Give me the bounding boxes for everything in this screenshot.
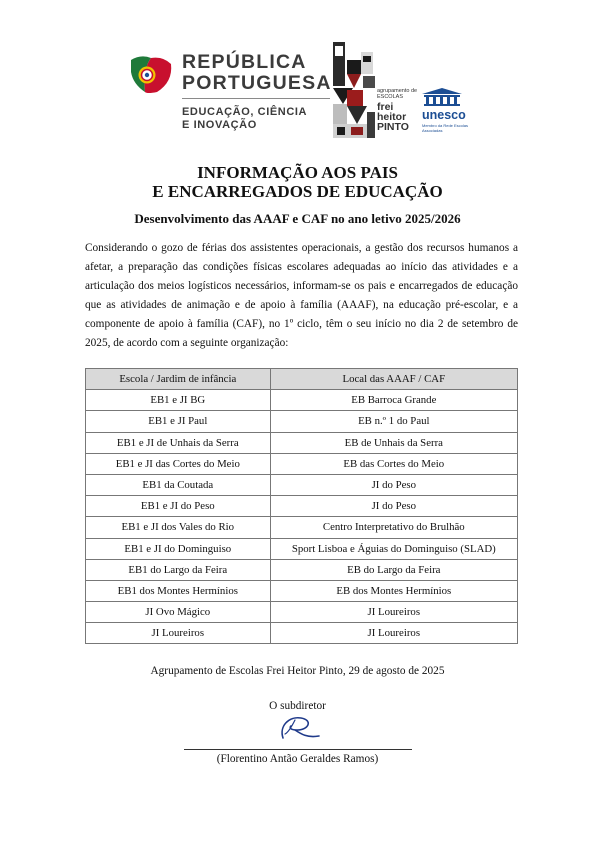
column-header-location: Local das AAAF / CAF <box>270 369 517 390</box>
location-cell: JI do Peso <box>270 474 517 495</box>
ministry-line-1: EDUCAÇÃO, CIÊNCIA <box>182 106 308 118</box>
location-cell: Sport Lisboa e Águias do Dominguiso (SLAD) <box>270 538 517 559</box>
table-row <box>86 538 518 559</box>
schedule-table <box>85 368 518 644</box>
school-cell: EB1 e JI do Dominguiso <box>86 538 271 559</box>
school-cell: EB1 e JI BG <box>86 390 271 411</box>
location-cell: EB das Cortes do Meio <box>270 453 517 474</box>
location-cell: JI do Peso <box>270 496 517 517</box>
location-cell: JI Loureiros <box>270 623 517 644</box>
location-cell: EB dos Montes Hermínios <box>270 580 517 601</box>
signature-line <box>184 749 412 750</box>
table-row <box>86 432 518 453</box>
table-row <box>86 623 518 644</box>
school-cell: EB1 e JI dos Vales do Rio <box>86 517 271 538</box>
document-title-line-1: INFORMAÇÃO AOS PAIS <box>197 163 398 182</box>
school-cell: EB1 da Coutada <box>86 474 271 495</box>
document-title-line-2: E ENCARREGADOS DE EDUCAÇÃO <box>152 182 443 201</box>
table-row <box>86 517 518 538</box>
table-header-row <box>86 369 518 390</box>
location-cell: EB Barroca Grande <box>270 390 517 411</box>
location-cell: EB de Unhais da Serra <box>270 432 517 453</box>
table-row <box>86 411 518 432</box>
table-row <box>86 474 518 495</box>
handwritten-signature <box>275 712 325 744</box>
school-cell: EB1 dos Montes Hermínios <box>86 580 271 601</box>
table-row <box>86 602 518 623</box>
table-row <box>86 496 518 517</box>
school-cell: JI Ovo Mágico <box>86 602 271 623</box>
school-cell: EB1 e JI do Peso <box>86 496 271 517</box>
republic-line-2: PORTUGUESA <box>182 72 332 94</box>
republic-name <box>182 52 332 94</box>
ministry-name <box>182 106 307 132</box>
school-cell: EB1 e JI Paul <box>86 411 271 432</box>
location-cell: Centro Interpretativo do Brulhão <box>270 517 517 538</box>
signer-role: O subdiretor <box>269 700 326 712</box>
place-and-date: Agrupamento de Escolas Frei Heitor Pinto, 29 de agosto de 2025 <box>150 665 445 677</box>
location-cell: EB do Largo da Feira <box>270 559 517 580</box>
school-cell: JI Loureiros <box>86 623 271 644</box>
republica-portuguesa-logo <box>127 50 337 140</box>
portugal-flag-icon <box>127 54 173 94</box>
unesco-temple-icon <box>420 88 464 106</box>
unesco-wordmark: unesco <box>422 108 466 122</box>
school-cell: EB1 e JI de Unhais da Serra <box>86 432 271 453</box>
body-paragraph: Considerando o gozo de férias dos assistentes operacionais, a gestão dos recursos humanos a afetar, a preparação das condições físicas escolares adequadas ao início das atividades e a articulação dos meios logísticos necessários, informam-se os pais e encarregados de educação que as atividades de animação e de apoio à família (AAAF), na educação pré-escolar, e a componente de apoio à família (CAF), no 1º ciclo, têm o seu início no dia 2 de setembro de 2025, de acordo com a seguinte organização: <box>85 242 518 349</box>
school-cell: EB1 e JI das Cortes do Meio <box>86 453 271 474</box>
school-name-big: frei heitor PINTO <box>377 101 409 133</box>
school-name-small: agrupamento de ESCOLAS <box>377 88 418 100</box>
signer-name: (Florentino Antão Geraldes Ramos) <box>216 753 379 765</box>
republic-line-1: REPÚBLICA <box>182 51 307 73</box>
unesco-subtitle: Membro da Rede Escolas Associadas <box>422 123 469 133</box>
ministry-line-2: E INOVAÇÃO <box>182 119 257 131</box>
school-logo <box>333 42 419 140</box>
unesco-logo <box>420 88 476 142</box>
document-subtitle: Desenvolvimento das AAAF e CAF no ano letivo 2025/2026 <box>134 211 461 226</box>
table-row <box>86 580 518 601</box>
table-row <box>86 390 518 411</box>
location-cell: JI Loureiros <box>270 602 517 623</box>
school-cell: EB1 do Largo da Feira <box>86 559 271 580</box>
column-header-school: Escola / Jardim de infância <box>86 369 271 390</box>
location-cell: EB n.º 1 do Paul <box>270 411 517 432</box>
table-row <box>86 453 518 474</box>
table-row <box>86 559 518 580</box>
logo-divider <box>182 98 330 99</box>
